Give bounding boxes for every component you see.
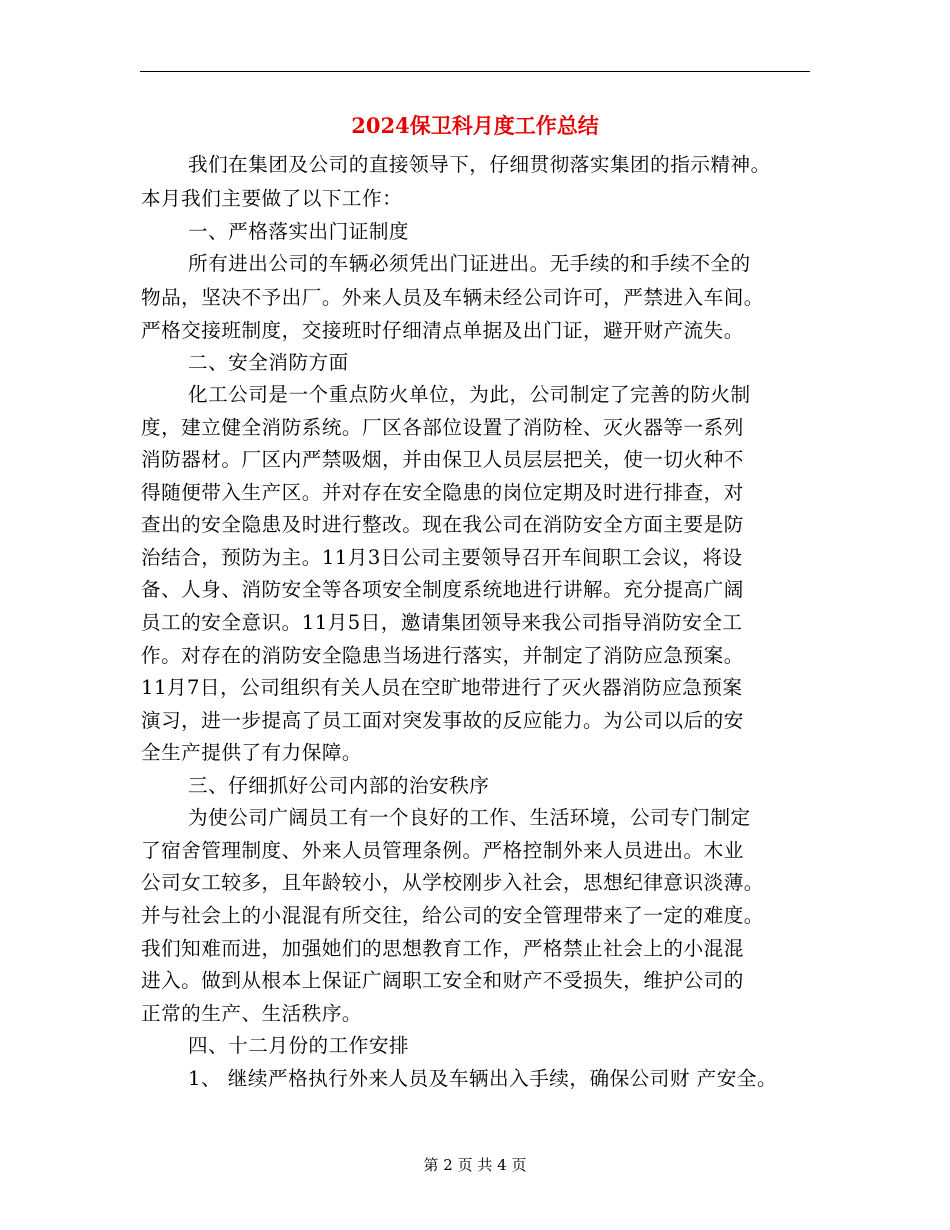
- paragraph-line: 消防器材。厂区内严禁吸烟，并由保卫人员层层把关，使一切火种不: [141, 448, 744, 471]
- paragraph-line: 化工公司是一个重点防火单位，为此，公司制定了完善的防火制: [188, 383, 751, 406]
- paragraph-line: 我们知难而进，加强她们的思想教育工作，严格禁止社会上的小混混: [141, 937, 744, 960]
- section-heading: 三、仔细抓好公司内部的治安秩序: [188, 774, 490, 797]
- section-heading: 一、严格落实出门证制度: [188, 220, 410, 243]
- header-rule: [140, 71, 810, 72]
- paragraph-line: 并与社会上的小混混有所交往，给公司的安全管理带来了一定的难度。: [141, 904, 764, 927]
- list-item: 1、 继续严格执行外来人员及车辆出入手续，确保公司财 产安全。: [188, 1067, 778, 1090]
- paragraph-line: 公司女工较多，且年龄较小，从学校刚步入社会，思想纪律意识淡薄。: [141, 871, 764, 894]
- paragraph-line: 查出的安全隐患及时进行整改。现在我公司在消防安全方面主要是防: [141, 513, 744, 536]
- paragraph-line: 为使公司广阔员工有一个良好的工作、生活环境，公司专门制定: [188, 806, 751, 829]
- paragraph-line: 本月我们主要做了以下工作：: [141, 187, 403, 210]
- paragraph-line: 备、人身、消防安全等各项安全制度系统地进行讲解。充分提高广阔: [141, 578, 744, 601]
- paragraph-line: 我们在集团及公司的直接领导下，仔细贯彻落实集团的指示精神。: [188, 153, 771, 176]
- paragraph-line: 物品，坚决不予出厂。外来人员及车辆未经公司许可，严禁进入车间。: [141, 286, 764, 309]
- paragraph-line: 所有进出公司的车辆必须凭出门证进出。无手续的和手续不全的: [188, 252, 751, 275]
- paragraph-line: 11月7日，公司组织有关人员在空旷地带进行了灭火器消防应急预案: [141, 676, 743, 699]
- paragraph-line: 正常的生产、生活秩序。: [141, 1002, 363, 1025]
- paragraph-line: 严格交接班制度，交接班时仔细清点单据及出门证，避开财产流失。: [141, 319, 744, 342]
- document-title: 2024保卫科月度工作总结: [351, 113, 599, 138]
- section-heading: 二、安全消防方面: [188, 351, 349, 374]
- paragraph-line: 度，建立健全消防系统。厂区各部位设置了消防栓、灭火器等一系列: [141, 416, 744, 439]
- paragraph-line: 员工的安全意识。11月5日，邀请集团领导来我公司指导消防安全工: [141, 611, 743, 634]
- paragraph-line: 得随便带入生产区。并对存在安全隐患的岗位定期及时进行排查，对: [141, 481, 744, 504]
- paragraph-line: 进入。做到从根本上保证广阔职工安全和财产不受损失，维护公司的: [141, 969, 744, 992]
- paragraph-line: 演习，进一步提高了员工面对突发事故的反应能力。为公司以后的安: [141, 709, 744, 732]
- page-footer: 第 2 页 共 4 页: [423, 1156, 527, 1174]
- paragraph-line: 全生产提供了有力保障。: [141, 741, 363, 764]
- paragraph-line: 治结合，预防为主。11月3日公司主要领导召开车间职工会议，将设: [141, 546, 743, 569]
- section-heading: 四、十二月份的工作安排: [188, 1034, 410, 1057]
- paragraph-line: 作。对存在的消防安全隐患当场进行落实，并制定了消防应急预案。: [141, 644, 744, 667]
- paragraph-line: 了宿舍管理制度、外来人员管理条例。严格控制外来人员进出。木业: [141, 839, 744, 862]
